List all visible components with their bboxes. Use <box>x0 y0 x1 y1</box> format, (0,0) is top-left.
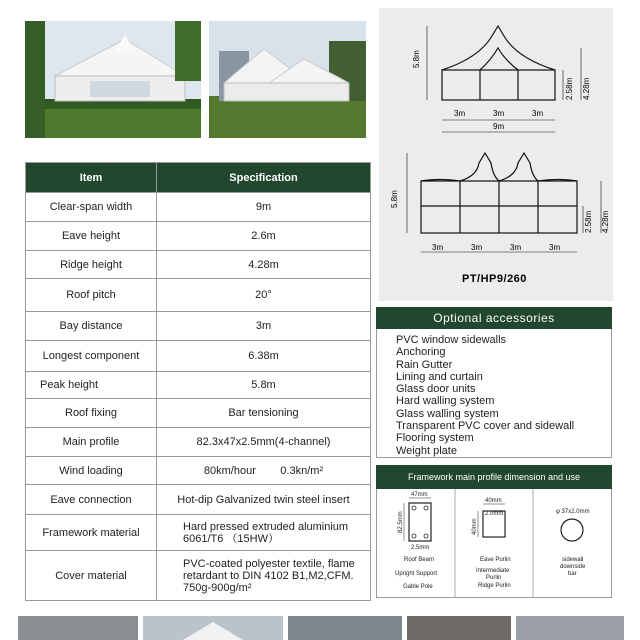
row-spec: 3m <box>157 312 371 341</box>
table-row <box>26 485 371 515</box>
row-spec: 20° <box>157 279 371 312</box>
column-header-specification: Specification <box>157 163 371 193</box>
table-row <box>26 341 371 372</box>
row-spec: Hard pressed extruded aluminium 6061/T6 （15HW） <box>157 515 371 551</box>
bottom-height-label: 5.8m <box>390 190 399 208</box>
roof-beam-profile-icon <box>404 498 431 541</box>
bottom-bay-label: 3m <box>432 243 444 252</box>
list-item: Glass walling system <box>396 407 499 420</box>
row-item: Peak height <box>26 372 157 399</box>
profile3-dim: φ 37x2.0mm <box>556 509 590 515</box>
row-item: Main profile <box>26 428 157 457</box>
profile2-use: Ridge Purlin <box>478 583 511 589</box>
profile3-use: downside <box>560 564 586 570</box>
bottom-photo <box>288 616 402 640</box>
profile2-dim: 40mm <box>472 518 478 535</box>
profile2-use: Eave Purlin <box>480 557 511 563</box>
accessories-title: Optional accessories <box>376 307 612 329</box>
row-item: Longest component <box>26 341 157 372</box>
profile3-use: bar <box>568 571 577 577</box>
column-header-item: Item <box>26 163 157 193</box>
row-spec: PVC-coated polyester textile, flame retardant to DIN 4102 B1,M2,CFM. 750g-900g/m² <box>157 551 371 601</box>
top-eave-label: 2.58m <box>565 77 574 100</box>
list-item: PVC window sidewalls <box>396 334 507 346</box>
list-item: Rain Gutter <box>396 358 453 371</box>
bottom-photo <box>143 616 283 640</box>
tent-drawing-panel <box>379 8 613 301</box>
row-item: Roof pitch <box>26 279 157 312</box>
top-width-label: 9m <box>493 122 505 131</box>
profile3-use: sidewall <box>562 557 584 563</box>
row-spec: 80km/hour 0.3kn/m² <box>157 457 371 485</box>
profile2-use: Intermediate <box>476 568 510 574</box>
table-row <box>26 457 371 485</box>
top-height-label: 5.8m <box>412 50 421 68</box>
spec-table <box>25 162 371 601</box>
profile2-dim: 40mm <box>485 498 502 504</box>
row-item: Eave height <box>26 222 157 251</box>
row-spec: 5.8m <box>157 372 371 399</box>
bottom-bay-label: 3m <box>510 243 522 252</box>
row-item: Ridge height <box>26 251 157 279</box>
list-item: Transparent PVC cover and sidewall <box>396 420 575 433</box>
list-item: Hard walling system <box>396 395 495 408</box>
top-bay-label: 3m <box>493 109 505 118</box>
table-row <box>26 372 371 399</box>
bottom-photo <box>18 616 138 640</box>
list-item: Glass door units <box>396 383 476 396</box>
table-header-row <box>26 163 371 193</box>
tent-photo-right <box>209 21 366 138</box>
profile1-dim: 47mm <box>411 492 428 498</box>
list-item: Flooring system <box>396 432 474 445</box>
bottom-ridge-label: 4.28m <box>601 210 610 233</box>
list-item: Weight plate <box>396 444 457 457</box>
accessories-list <box>376 329 612 458</box>
row-item: Eave connection <box>26 485 157 515</box>
purlin-profile-icon <box>478 504 505 537</box>
top-bay-label: 3m <box>532 109 544 118</box>
profile1-dim: 82.5mm <box>398 511 404 533</box>
row-item: Framework material <box>26 515 157 551</box>
table-row <box>26 193 371 222</box>
table-row <box>26 312 371 341</box>
bottom-eave-label: 2.58m <box>584 210 593 233</box>
top-ridge-label: 4.28m <box>582 77 591 100</box>
bottom-photo <box>407 616 511 640</box>
row-item: Wind loading <box>26 457 157 485</box>
profile2-dim: 2.0mm <box>485 511 504 517</box>
profile1-use: Roof Beam <box>404 557 435 563</box>
row-spec: 9m <box>157 193 371 222</box>
table-row <box>26 515 371 551</box>
row-item: Clear-span width <box>26 193 157 222</box>
tent-elevation-drawing <box>379 8 613 301</box>
framework-title: Framework main profile dimension and use <box>376 465 612 489</box>
row-spec: Hot-dip Galvanized twin steel insert <box>157 485 371 515</box>
row-item: Cover material <box>26 551 157 601</box>
row-spec: Bar tensioning <box>157 399 371 428</box>
row-spec: 4.28m <box>157 251 371 279</box>
table-row <box>26 279 371 312</box>
profile1-use: Gable Pole <box>403 584 433 590</box>
table-row <box>26 428 371 457</box>
framework-profiles <box>376 489 612 598</box>
row-spec: 2.6m <box>157 222 371 251</box>
bottom-photo <box>516 616 624 640</box>
list-item: Lining and curtain <box>396 370 483 383</box>
table-row <box>26 251 371 279</box>
round-tube-profile-icon <box>561 519 583 541</box>
bottom-bay-label: 3m <box>471 243 483 252</box>
profile1-use: Upright Support <box>395 571 438 577</box>
bottom-bay-label: 3m <box>549 243 561 252</box>
top-bay-label: 3m <box>454 109 466 118</box>
list-item: Anchoring <box>396 346 446 359</box>
row-spec: 82.3x47x2.5mm(4-channel) <box>157 428 371 457</box>
tent-photo-left <box>25 21 201 138</box>
row-spec: 6.38m <box>157 341 371 372</box>
table-row <box>26 222 371 251</box>
row-item: Bay distance <box>26 312 157 341</box>
profile1-dim: 2.5mm <box>411 545 430 551</box>
model-label: PT/HP9/260 <box>462 273 527 285</box>
table-row <box>26 399 371 428</box>
row-item: Roof fixing <box>26 399 157 428</box>
table-row <box>26 551 371 601</box>
profile2-use: Purlin <box>486 575 502 581</box>
